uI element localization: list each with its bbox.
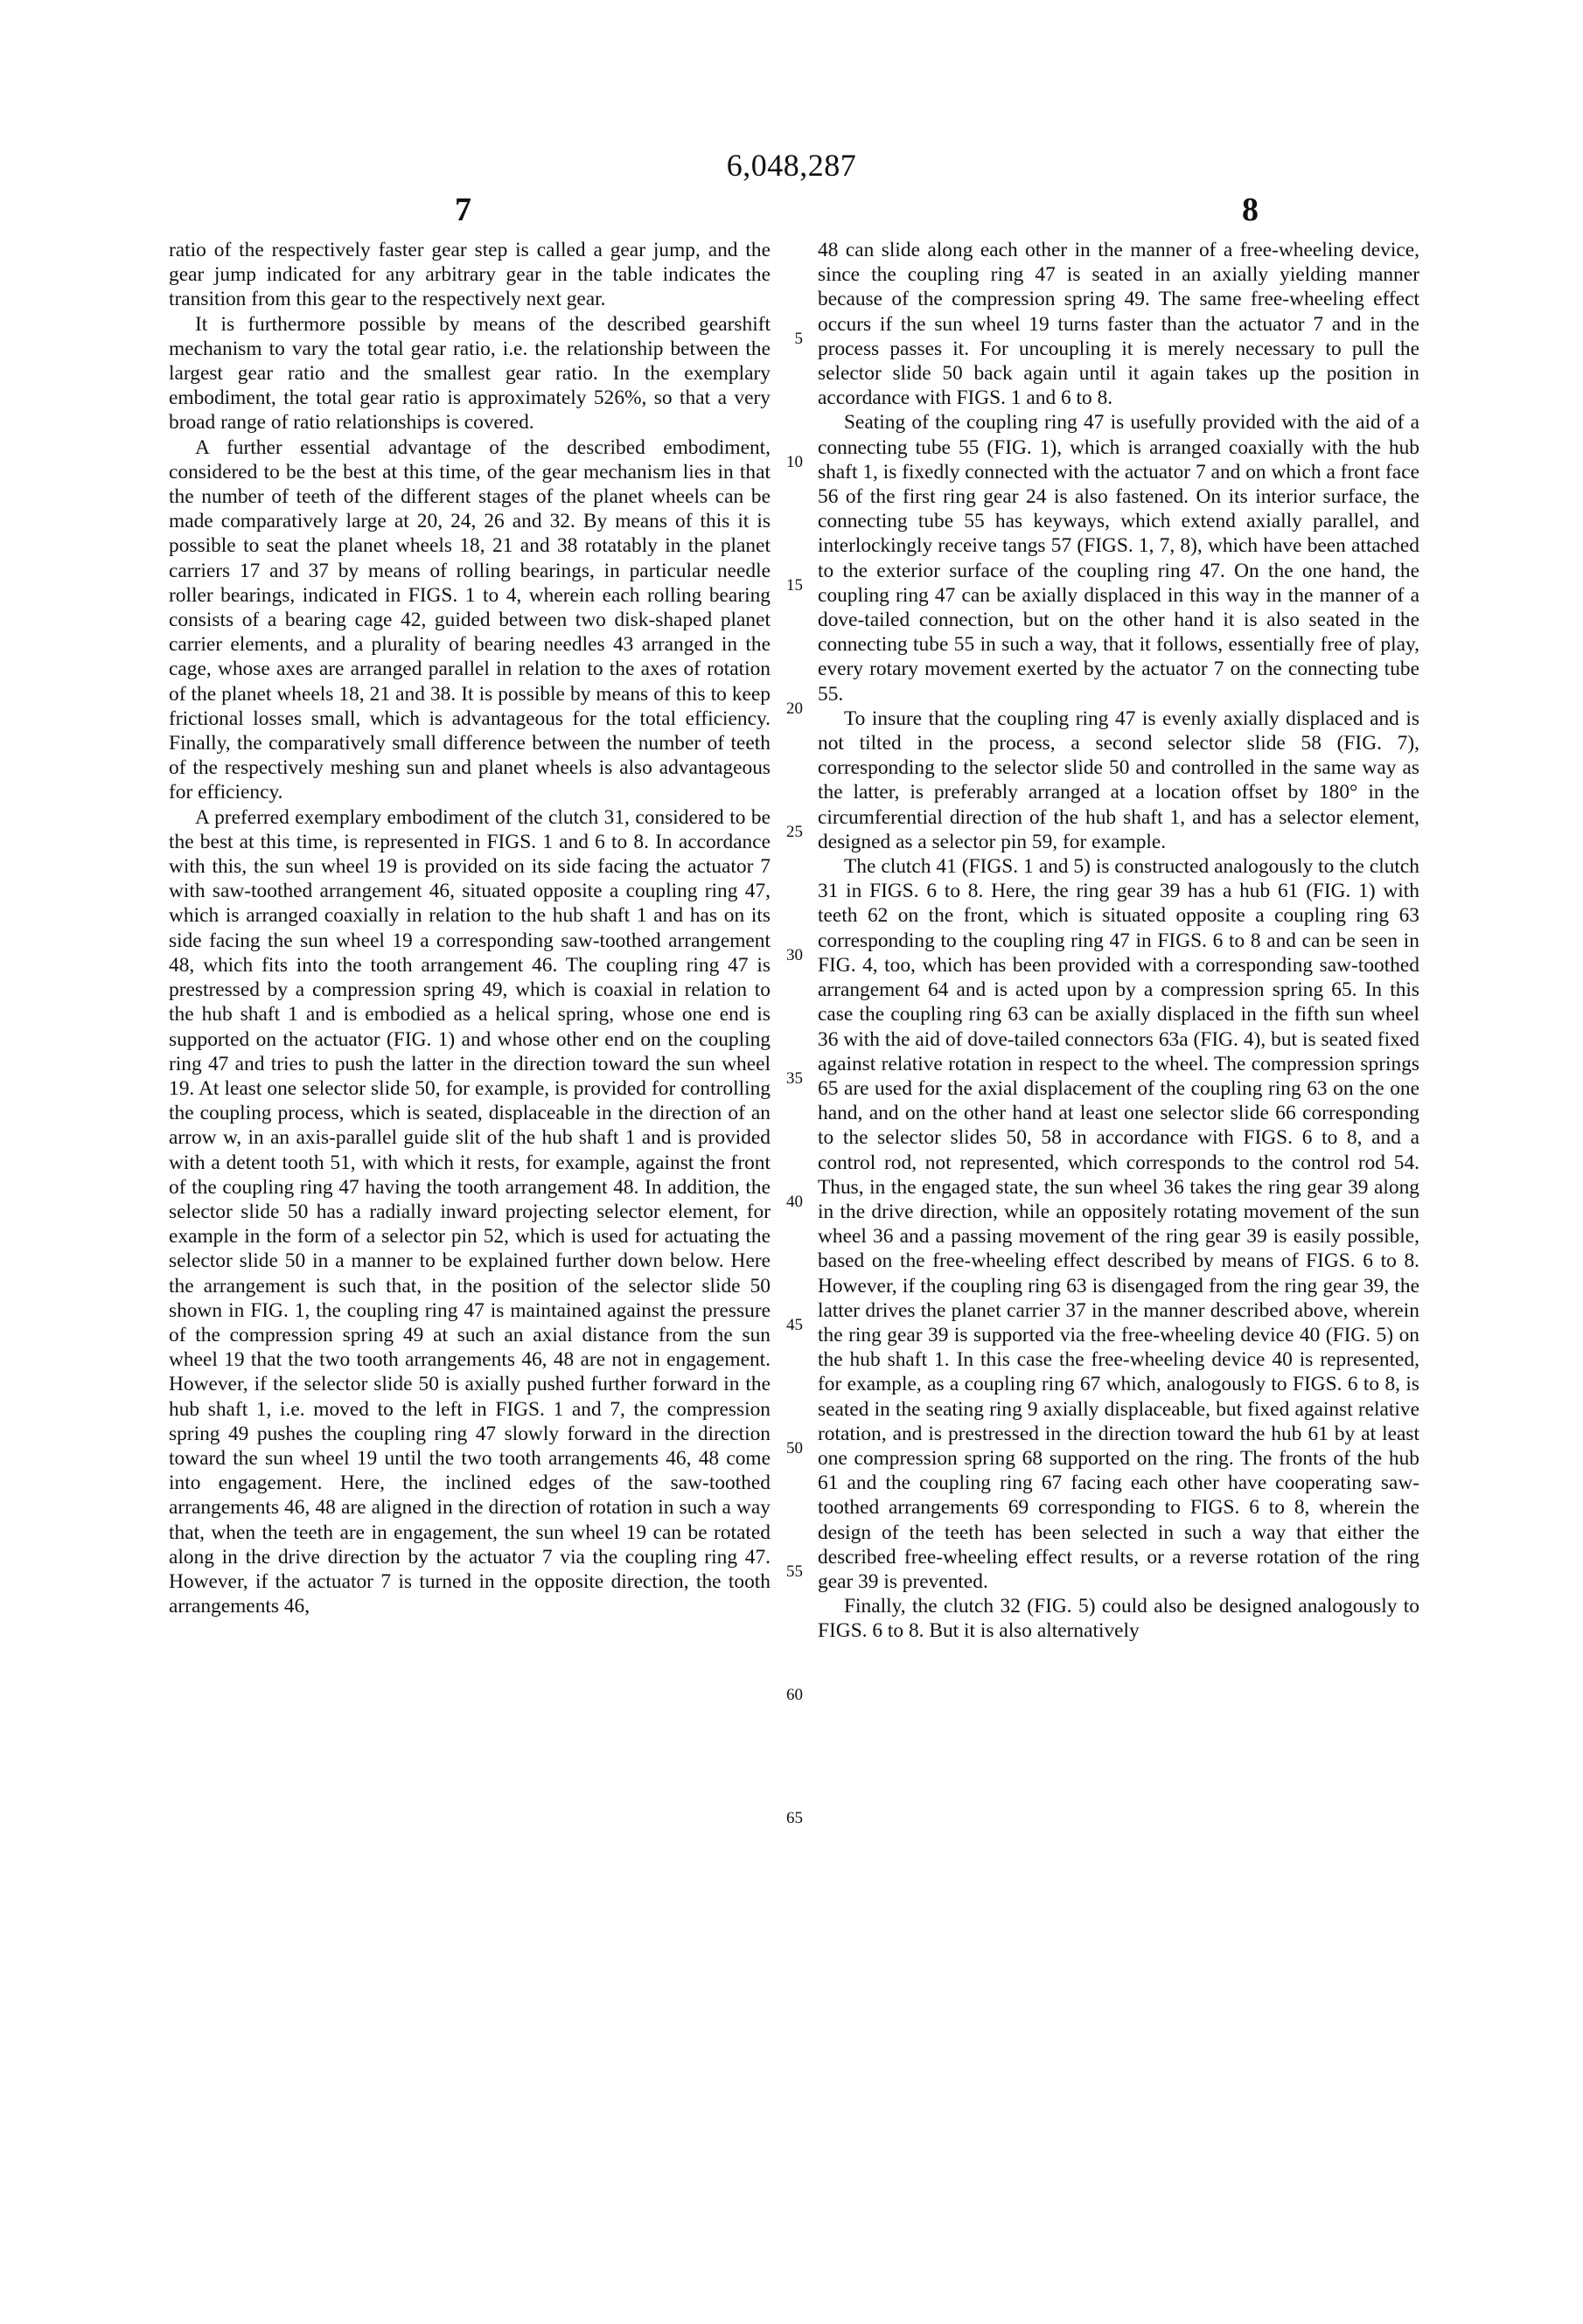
- paragraph: ratio of the respectively faster gear step is called a gear jump, and the gear jump indicated for any arbitrary gear in the table indicates the transition from this gear to the respectively next gear.: [169, 239, 771, 311]
- column-number-right: 8: [1242, 191, 1259, 228]
- left-text-column: [169, 238, 771, 1618]
- paragraph: The clutch 41 (FIGS. 1 and 5) is constructed analogously to the clutch 31 in FIGS. 6 to 8. Here, the ring gear 39 has a hub 61 (FIG. 1) with teeth 62 on the front, which is situated opposite a coupling ring 63 corresponding to the coupling ring 47 in FIGS. 6 to 8 and can be seen in FIG. 4, too, which has been provided with a corresponding saw-toothed arrangement 64 and is acted upon by a compression spring 65. In this case the coupling ring 63 can be axially displaced in the fifth sun wheel 36 with the aid of dove-tailed connectors 63a (FIG. 4), but is seated fixed against relative rotation in respect to the wheel. The compression springs 65 are used for the axial displacement of the coupling ring 63 on the one hand, and on the other hand at least one selector slide 66 corresponding to the selector slides 50, 58 in accordance with FIGS. 6 to 8, and a control rod, not represented, which corresponds to the control rod 54. Thus, in the engaged state, the sun wheel 36 takes the ring gear 39 along in the drive direction, while an oppositely rotating movement of the sun wheel 36 and a passing movement of the ring gear 39 is easily possible, based on the free-wheeling effect described by means of FIGS. 6 to 8. However, if the coupling ring 63 is disengaged from the ring gear 39, the latter drives the planet carrier 37 in the manner described above, wherein the ring gear 39 is supported via the free-wheeling device 40 (FIG. 5) on the hub shaft 1. In this case the free-wheeling device 40 is represented, for example, as a coupling ring 67 which, analogously to FIGS. 6 to 8, is seated in the seating ring 9 axially displaceable, but fixed against relative rotation, and is prestressed in the direction toward the hub 61 by at least one compression spring 68 supported on the ring. The fronts of the hub 61 and the coupling ring 67 facing each other have cooperating saw-toothed arrangements 69 corresponding to FIGS. 6 to 8, wherein the design of the teeth has been selected in such a way that either the described free-wheeling effect results, or a reverse rotation of the ring gear 39 is prevented.: [818, 855, 1419, 1593]
- line-number: 10: [786, 453, 803, 471]
- paragraph: A preferred exemplary embodiment of the clutch 31, considered to be the best at this time, is represented in FIGS. 1 and 6 to 8. In accordance with this, the sun wheel 19 is provided on its side facing the actuator 7 with saw-toothed arrangement 46, situated opposite a coupling ring 47, which is arranged coaxially in relation to the hub shaft 1 and has on its side facing the sun wheel 19 a corresponding saw-toothed arrangement 48, which fits into the tooth arrangement 46. The coupling ring 47 is prestressed by a compression spring 49, which is coaxial in relation to the hub shaft 1 and is embodied as a helical spring, whose one end is supported on the actuator (FIG. 1) and whose other end on the coupling ring 47 and tries to push the latter in the direction toward the sun wheel 19. At least one selector slide 50, for example, is provided for controlling the coupling process, which is seated, displaceable in the direction of an arrow w, in an axis-parallel guide slit of the hub shaft 1 and is provided with a detent tooth 51, with which it rests, for example, against the front of the coupling ring 47 having the tooth arrangement 48. In addition, the selector slide 50 has a radially inward projecting selector element, for example in the form of a selector pin 52, which is used for actuating the selector slide 50 in a manner to be explained further down below. Here the arrangement is such that, in the position of the selector slide 50 shown in FIG. 1, the coupling ring 47 is maintained against the pressure of the compression spring 49 at such an axial distance from the sun wheel 19 that the two tooth arrangements 46, 48 are not in engagement. However, if the selector slide 50 is axially pushed further forward in the hub shaft 1, i.e. moved to the left in FIGS. 1 and 7, the compression spring 49 pushes the coupling ring 47 slowly forward in the direction toward the sun wheel 19 until the two tooth arrangements 46, 48 come into engagement. Here, the inclined edges of the saw-toothed arrangements 46, 48 are aligned in the direction of rotation in such a way that, when the teeth are in engagement, the sun wheel 19 can be rotated along in the drive direction by the actuator 7 via the coupling ring 47. However, if the actuator 7 is turned in the opposite direction, the tooth arrangements 46,: [169, 805, 771, 1618]
- paragraph: To insure that the coupling ring 47 is evenly axially displaced and is not tilted in the process, a second selector slide 58 (FIG. 7), corresponding to the selector slide 50 and controlled in the same way as the latter, is preferably arranged at a location offset by 180° in the circumferential direction of the hub shaft 1, and has a selector element, designed as a selector pin 59, for example.: [818, 706, 1419, 853]
- paragraph: Seating of the coupling ring 47 is usefully provided with the aid of a connecting tube 55 (FIG. 1), which is arranged coaxially with the hub shaft 1, is fixedly connected with the actuator 7 and on which a front face 56 of the first ring gear 24 is also fastened. On its interior surface, the connecting tube 55 has keyways, which extend axially parallel, and interlockingly receive tangs 57 (FIGS. 1, 7, 8), which have been attached to the exterior surface of the coupling ring 47. On the one hand, the coupling ring 47 can be axially displaced in this way in the manner of a dove-tailed connection, but on the other hand it is also seated in the connecting tube 55 in such a way, that it follows, essentially free of play, every rotary movement exerted by the actuator 7 on the connecting tube 55.: [818, 411, 1419, 706]
- paragraph: 48 can slide along each other in the manner of a free-wheeling device, since the coupling ring 47 is seated in an axially yielding manner because of the compression spring 49. The same free-wheeling effect occurs if the sun wheel 19 turns faster than the actuator 7 and in the process passes it. For uncoupling it is merely necessary to pull the selector slide 50 back again until it again takes up the position in accordance with FIGS. 1 and 6 to 8.: [818, 239, 1419, 410]
- column-number-left: 7: [455, 191, 471, 228]
- line-number: 45: [786, 1316, 803, 1334]
- right-text-column: [818, 238, 1419, 1644]
- line-number: 55: [786, 1562, 803, 1581]
- line-number: 50: [786, 1439, 803, 1458]
- line-number: 5: [794, 330, 803, 348]
- paragraph: A further essential advantage of the described embodiment, considered to be the best at this time, of the gear mechanism lies in that the number of teeth of the different stages of the planet wheels can be made comparatively large at 20, 24, 26 and 32. By means of this it is possible to seat the planet wheels 18, 21 and 38 rotatably in the planet carriers 17 and 37 by means of rolling bearings, in particular needle roller bearings, indicated in FIGS. 1 to 4, wherein each rolling bearing consists of a bearing cage 42, guided between two disk-shaped planet carrier elements, and a plurality of bearing needles 43 arranged in the cage, whose axes are arranged parallel in relation to the axes of rotation of the planet wheels 18, 21 and 38. It is possible by means of this to keep frictional losses small, which is advantageous for the total efficiency. Finally, the comparatively small difference between the number of teeth of the respectively meshing sun and planet wheels is also advantageous for efficiency.: [169, 435, 771, 804]
- line-number: 30: [786, 946, 803, 964]
- line-number: 60: [786, 1686, 803, 1704]
- line-number: 15: [786, 576, 803, 595]
- patent-number: 6,048,287: [726, 148, 857, 183]
- line-number: 25: [786, 823, 803, 841]
- line-number: 35: [786, 1069, 803, 1088]
- paragraph: It is furthermore possible by means of the described gearshift mechanism to vary the total gear ratio, i.e. the relationship between the largest gear ratio and the smallest gear ratio. In the exemplary embodiment, the total gear ratio is approximately 526%, so that a very broad range of ratio relationships is covered.: [169, 312, 771, 435]
- line-number: 40: [786, 1193, 803, 1211]
- line-number: 65: [786, 1809, 803, 1827]
- line-number: 20: [786, 699, 803, 718]
- paragraph: Finally, the clutch 32 (FIG. 5) could also be designed analogously to FIGS. 6 to 8. But it is also alternatively: [818, 1595, 1419, 1643]
